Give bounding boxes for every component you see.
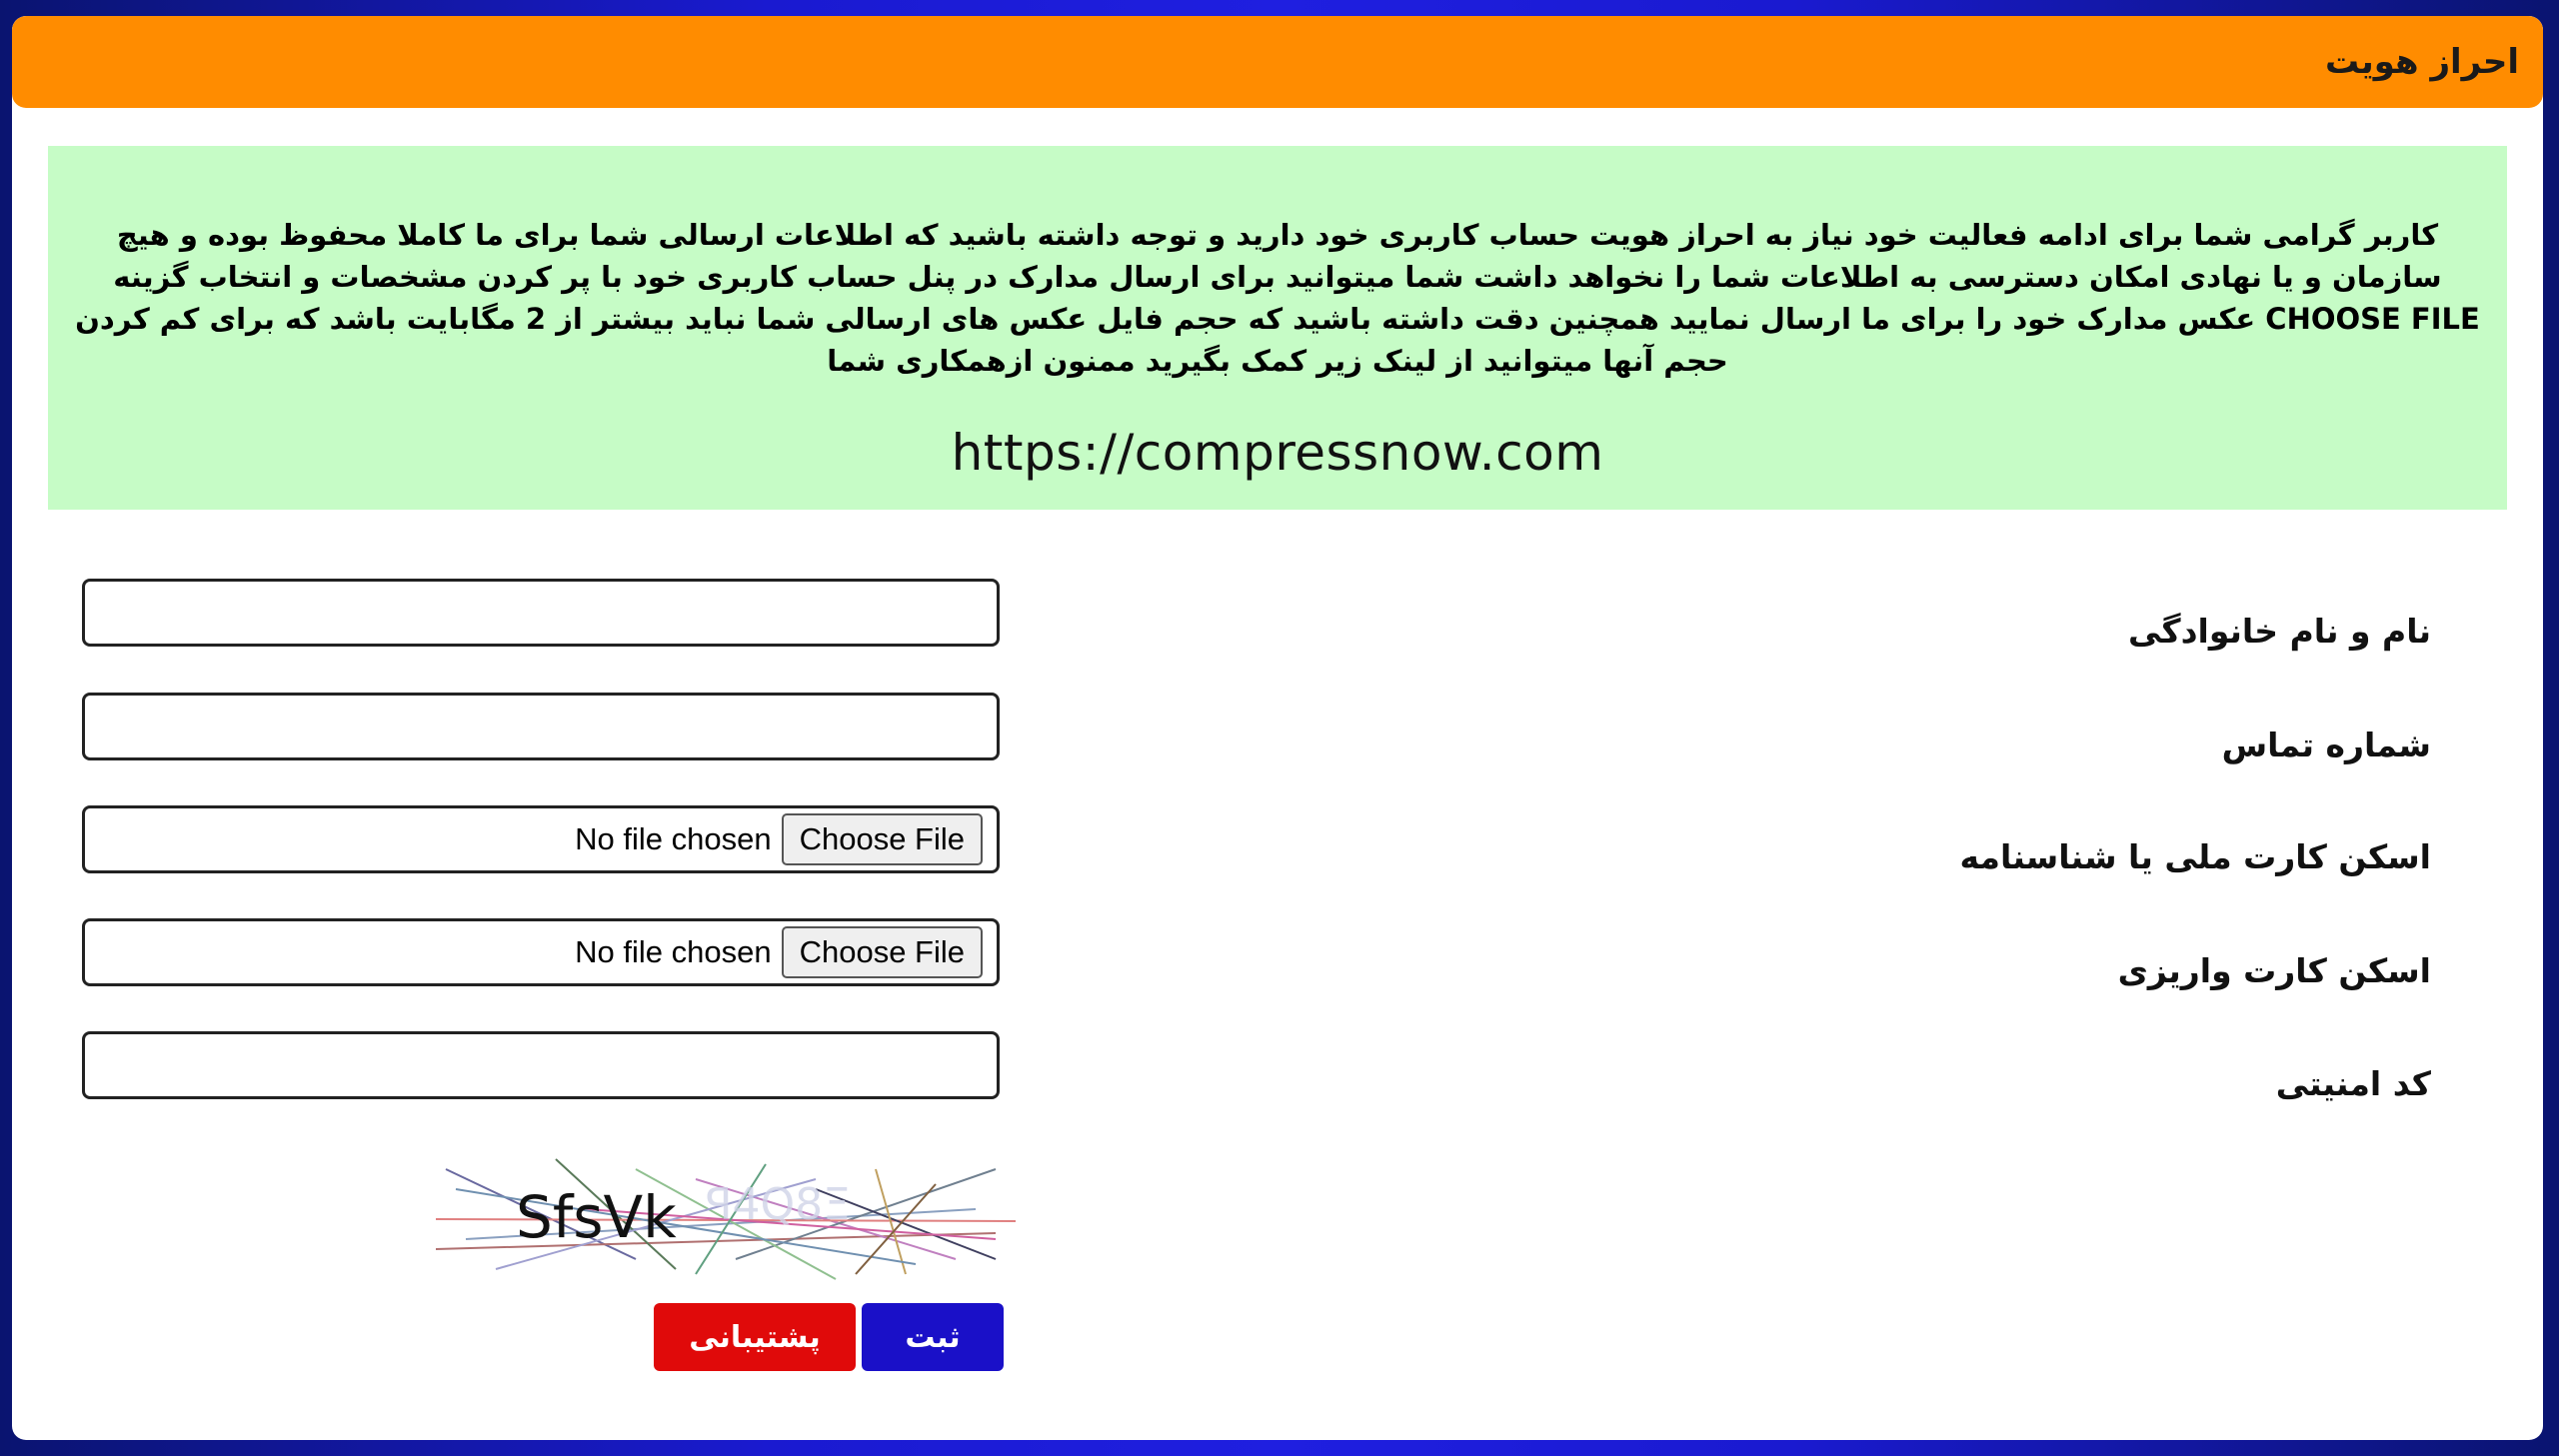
page-header <box>12 16 2543 108</box>
support-button[interactable]: پشتیبانی <box>654 1303 856 1371</box>
compress-link[interactable]: https://compressnow.com <box>951 424 1604 482</box>
id-scan-file-status: No file chosen <box>575 821 772 856</box>
page-card <box>12 16 2543 1440</box>
svg-text:ꟼ4Q8Ξ: ꟼ4Q8Ξ <box>706 1179 851 1230</box>
full-name-label: نام و نام خانوادگی <box>2128 612 2431 651</box>
id-scan-label: اسکن کارت ملی یا شناسنامه <box>1959 837 2431 876</box>
deposit-scan-label: اسکن کارت واریزی <box>2117 951 2431 990</box>
full-name-input[interactable] <box>82 579 1000 647</box>
deposit-scan-file-input[interactable] <box>82 918 1000 986</box>
phone-label: شماره تماس <box>2221 726 2431 764</box>
captcha-text: SfsVk <box>516 1183 677 1251</box>
id-scan-choose-file-button[interactable]: Choose File <box>782 813 983 865</box>
deposit-scan-file-status: No file chosen <box>575 934 772 969</box>
notice-box <box>48 146 2507 510</box>
submit-button[interactable]: ثبت <box>862 1303 1004 1371</box>
notice-text: کاربر گرامی شما برای ادامه فعالیت خود نیاز به احراز هویت حساب کاربری خود دارید و توجه داشته باشید که اطلاعات ارسالی شما برای ما کاملا محفوظ بوده و هیچ سازمان و یا نهادی امکان دسترسی به اطلاعات شما را نخواهد داشت شما میتوانید برای ارسال مدارک در پنل حساب کاربری خود با پر کردن مشخصات و انتخاب گزینه CHOOSE FILE عکس مدارک خود را برای ما ارسال نمایید همچنین دقت داشته باشید که حجم فایل عکس های ارسالی شما نباید بیشتر از 2 مگابایت باشد که برای کم کردن حجم آنها میتوانید از لینک زیر کمک بگیرید ممنون ازهمکاری شما <box>75 218 2480 378</box>
id-scan-file-input[interactable] <box>82 805 1000 873</box>
phone-input[interactable] <box>82 693 1000 760</box>
deposit-scan-choose-file-button[interactable]: Choose File <box>782 926 983 978</box>
captcha-image <box>436 1149 1016 1289</box>
page-title: احراز هویت <box>2324 42 2519 82</box>
security-code-input[interactable] <box>82 1031 1000 1099</box>
security-code-label: کد امنیتی <box>2275 1064 2431 1103</box>
